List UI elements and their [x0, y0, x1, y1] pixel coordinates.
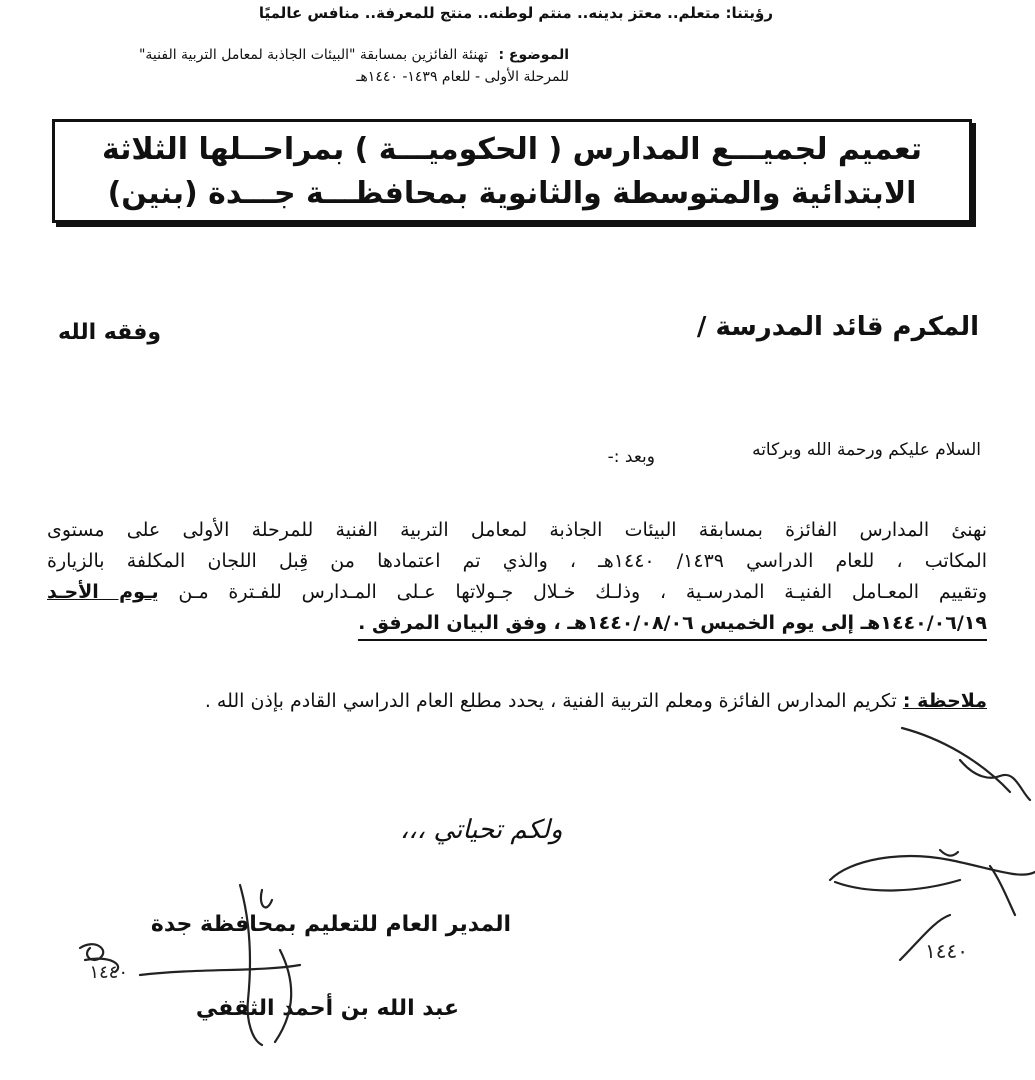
body-line-2: المكاتب ، للعام الدراسي ١٤٣٩/ ١٤٤٠هـ ، والذي تم اعتمادها من قِبل اللجان المكلفة بالزيارة	[47, 550, 987, 572]
signature-stroke	[902, 728, 1010, 792]
note-text: تكريم المدارس الفائزة ومعلم التربية الفنية ، يحدد مطلع العام الدراسي القادم بإذن الله .	[204, 690, 897, 712]
signature-stroke	[240, 885, 262, 1045]
body-line-4	[47, 608, 987, 641]
signature-stroke	[261, 890, 272, 907]
subject-text: تهنئة الفائزين بمسابقة "البيئات الجاذبة لمعامل التربية الفنية"	[138, 47, 488, 63]
recipient-title: المكرم قائد المدرسة /	[696, 312, 979, 342]
signature-stroke	[990, 866, 1015, 915]
signature-stroke	[940, 850, 958, 856]
body-line-1: نهنئ المدارس الفائزة بمسابقة البيئات الجاذبة لمعامل التربية الفنية للمرحلة الأولى على مستوى	[47, 519, 987, 541]
signature-stroke	[960, 760, 1030, 800]
signature-stroke	[830, 856, 1035, 880]
handwritten-date-right: ١٤٤٠	[925, 939, 968, 963]
signature-stroke	[835, 880, 960, 890]
body-line-3	[47, 577, 987, 608]
greeting: السلام عليكم ورحمة الله وبركاته	[752, 440, 981, 460]
circular-title-box	[52, 119, 972, 223]
signature-stroke	[900, 915, 950, 960]
circular-title-line-1: تعميم لجميـــع المدارس ( الحكوميـــة ) بمراحــلها الثلاثة	[101, 132, 923, 167]
body-line-4-text: ١٤٤٠/٠٦/١٩هـ إلى يوم الخميس ١٤٤٠/٠٨/٠٦هـ ، وفق البيان المرفق .	[358, 608, 987, 641]
closing-greeting: ولكم تحياتي ،،،	[400, 815, 563, 845]
circular-title-line-2: الابتدائية والمتوسطة والثانوية بمحافظـــة جـــدة (بنين)	[107, 176, 917, 211]
handwritten-date-left: ١٤٤٠	[89, 962, 128, 983]
subject-label: الموضوع :	[498, 47, 569, 63]
signature-stroke	[85, 959, 118, 972]
greeting-after: وبعد :-	[607, 447, 655, 467]
signatory-name: عبد الله بن أحمد الثقفي	[195, 996, 459, 1021]
signatory-title: المدير العام للتعليم بمحافظة جدة	[150, 912, 511, 937]
vision-statement: رؤيتنا: متعلم.. معتز بدينه.. منتم لوطنه.. منتج للمعرفة.. منافس عالميًا	[258, 4, 773, 22]
body-paragraph	[47, 515, 987, 641]
subject-line-2: للمرحلة الأولى - للعام ١٤٣٩- ١٤٤٠هـ	[356, 69, 569, 85]
signature-stroke	[80, 944, 103, 960]
recipient-wish: وفقه الله	[58, 320, 162, 345]
signature-stroke	[140, 965, 300, 975]
note	[205, 690, 987, 712]
subject-line	[139, 44, 569, 66]
subject-block	[139, 44, 569, 88]
note-label: ملاحظة :	[902, 690, 987, 712]
body-line-3-bold: يـوم الأحـد	[47, 581, 159, 603]
body-line-3-start: وتقييم المعـامل الفنيـة المدرسـية ، وذلـك خـلال جـولاتها عـلى المـدارس للفـترة مـن	[178, 581, 988, 603]
